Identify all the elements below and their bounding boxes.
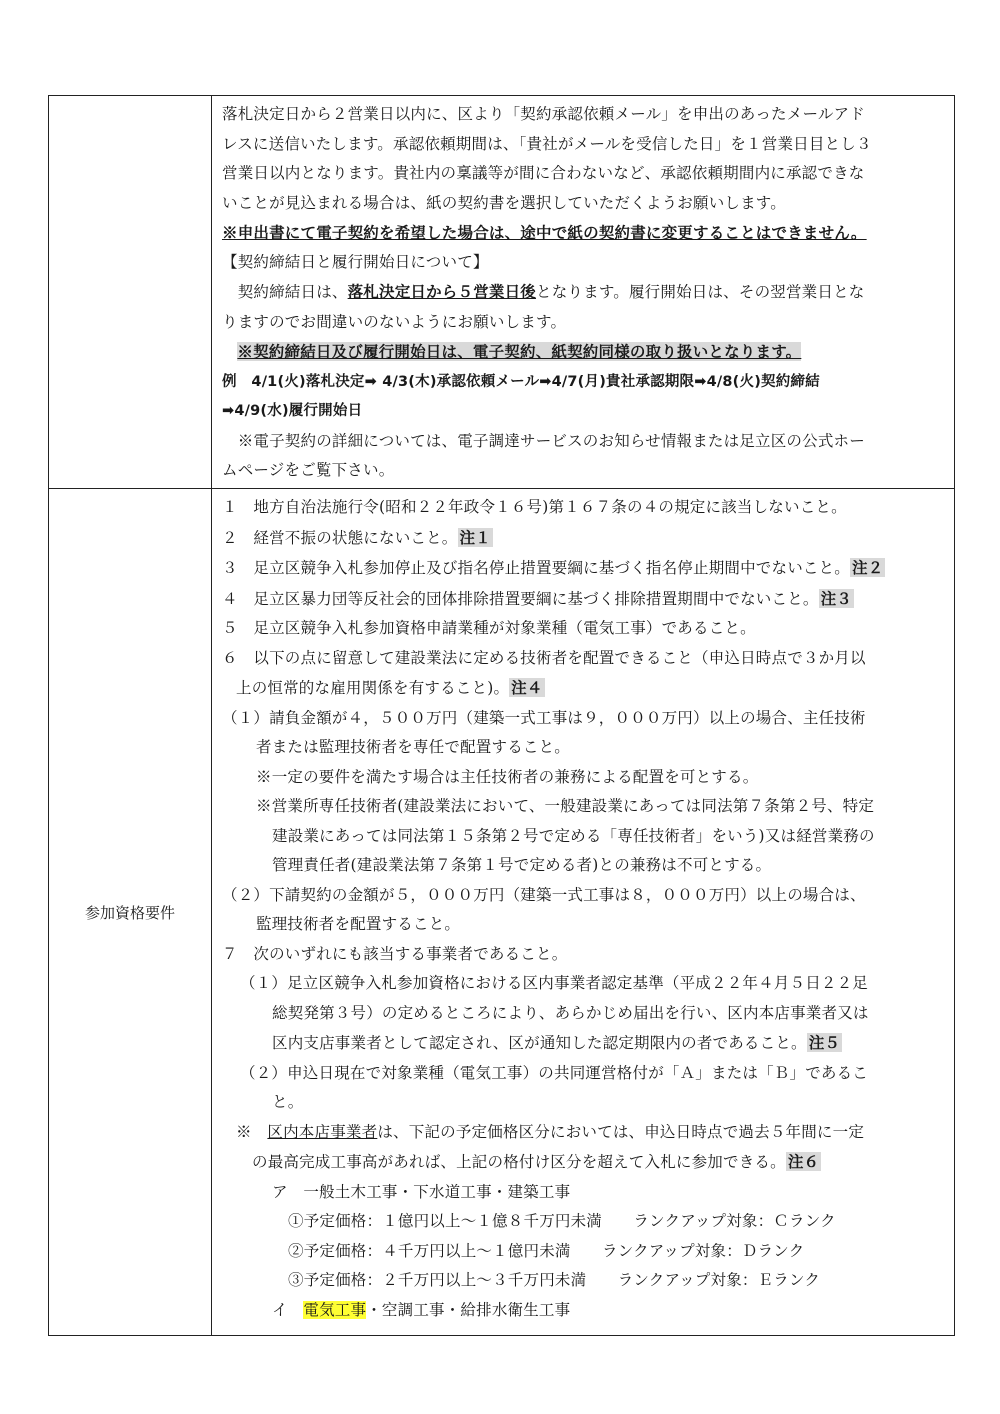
text-span: 区内支店事業者として認定され、区が通知した認定期限内の者であること。 — [272, 1034, 807, 1052]
text-line: りますのでお間違いのないようにお願いします。 — [222, 312, 567, 331]
list-item — [222, 673, 946, 704]
text-span: ３ 足立区競争入札参加停止及び指名停止措置要綱に基づく指名停止期間中でないこと。 — [222, 559, 851, 577]
note-badge: 注５ — [808, 1033, 841, 1052]
list-item: ア 一般土木工事・下水道工事・建築工事 — [272, 1182, 571, 1201]
document-page — [48, 95, 953, 1336]
list-item — [222, 1028, 946, 1059]
text-line: ムページをご覧下さい。 — [222, 461, 395, 479]
list-item — [222, 1118, 946, 1148]
text-span: は、下記の予定価格区分においては、申込日時点で過去５年間に一定 — [377, 1122, 865, 1141]
list-item: ７ 次のいずれにも該当する事業者であること。 — [222, 944, 568, 963]
warning-line: ※申出書にて電子契約を希望した場合は、途中で紙の契約書に変更することはできません。 — [222, 223, 867, 242]
text-span: イ — [272, 1300, 304, 1319]
list-item: ③予定価格：２千万円以上～３千万円未満 ランクアップ対象：Ｅランク — [288, 1271, 821, 1289]
list-item: ②予定価格：４千万円以上～１億円未満 ランクアップ対象：Ｄランク — [288, 1241, 805, 1260]
list-item: （２）下請契約の金額が５，０００万円（建築一式工事は８，０００万円）以上の場合は、 — [222, 885, 866, 904]
list-item: １ 地方自治法施行令(昭和２２年政令１６号)第１６７条の４の規定に該当しないこと。 — [222, 498, 847, 516]
text-span: 契約締結日は、 — [222, 283, 348, 301]
list-item: 監理技術者を配置すること。 — [256, 915, 461, 933]
list-item: （２）申込日現在で対象業種（電気工事）の共同運営格付が「Ａ」または「Ｂ」であるこ — [240, 1063, 869, 1082]
list-item — [222, 584, 946, 615]
text-span: ２ 経営不振の状態にないこと。 — [222, 528, 458, 547]
list-item: 建設業にあっては同法第１５条第２号で定める「専任技術者」をいう)又は経営業務の — [272, 826, 875, 845]
text-span: 上の恒常的な雇用関係を有すること)。 — [236, 679, 510, 697]
list-item: ※営業所専任技術者(建設業法において、一般建設業にあっては同法第７条第２号、特定 — [256, 797, 875, 815]
text-span: ※ — [236, 1122, 268, 1141]
list-item: ６ 以下の点に留意して建設業法に定める技術者を配置できること（申込日時点で３か月以 — [222, 648, 866, 667]
text-line: ※電子契約の詳細については、電子調達サービスのお知らせ情報または足立区の公式ホー — [222, 431, 865, 450]
requirements-table — [48, 95, 955, 1336]
emphasis-text: 区内本店事業者 — [267, 1122, 378, 1141]
list-item: 管理責任者(建設業法第７条第１号で定める者)との兼務は不可とする。 — [272, 856, 772, 874]
list-item: 者または監理技術者を専任で配置すること。 — [256, 738, 571, 756]
section-heading: 【契約締結日と履行開始日について】 — [222, 252, 489, 271]
note-badge: 注３ — [820, 588, 853, 608]
row-label: 参加資格要件 — [49, 489, 212, 1336]
list-item: （１）足立区競争入札参加資格における区内事業者認定基準（平成２２年４月５日２２足 — [240, 974, 869, 992]
list-item — [222, 523, 946, 554]
notice-text: ※契約締結日及び履行開始日は、電子契約、紙契約同様の取り扱いとなります。 — [237, 342, 802, 361]
text-span: ４ 足立区暴力団等反社会的団体排除措置要綱に基づく排除措置期間中でないこと。 — [222, 589, 819, 608]
list-item: ５ 足立区競争入札参加資格申請業種が対象業種（電気工事）であること。 — [222, 619, 756, 637]
table-row — [49, 96, 955, 489]
text-span: ・空調工事・給排水衛生工事 — [366, 1300, 571, 1319]
note-badge: 注２ — [852, 558, 884, 577]
list-item: ①予定価格：１億円以上～１億８千万円未満 ランクアップ対象：Ｃランク — [288, 1212, 836, 1230]
list-item: 総契発第３号）の定めるところにより、あらかじめ届出を行い、区内本店事業者又は — [272, 1003, 869, 1022]
list-item: と。 — [272, 1093, 304, 1111]
notice-line — [222, 337, 946, 368]
example-line: ➡4/9(水)履行開始日 — [222, 403, 363, 419]
text-line: 営業日以内となります。貴社内の稟議等が間に合わないなど、承認依頼期間内に承認できな — [222, 164, 865, 182]
contract-info-cell — [212, 96, 955, 489]
note-badge: 注６ — [787, 1152, 820, 1171]
emphasis-text: 落札決定日から５営業日後 — [347, 282, 537, 301]
row-label-empty — [49, 96, 212, 489]
text-line: レスに送信いたします。承認依頼期間は、「貴社がメールを受信した日」を１営業日目とし３ — [222, 134, 872, 153]
list-item — [222, 1296, 946, 1326]
list-item — [222, 1147, 946, 1178]
qualification-cell — [212, 489, 955, 1336]
list-item: ※一定の要件を満たす場合は主任技術者の兼務による配置を可とする。 — [256, 767, 759, 786]
example-line: 例 4/1(火)落札決定➡ 4/3(木)承認依頼メール➡4/7(月)貴社承認期限➡4/8(火)契約締結 — [222, 373, 820, 390]
note-badge: 注４ — [511, 678, 543, 697]
text-line: いことが見込まれる場合は、紙の契約書を選択していただくようお願いします。 — [222, 193, 786, 212]
highlighted-text: 電気工事 — [303, 1300, 367, 1319]
list-item — [222, 553, 946, 584]
note-badge: 注１ — [459, 527, 491, 547]
text-span: の最高完成工事高があれば、上記の格付け区分を超えて入札に参加できる。 — [252, 1153, 786, 1171]
text-span: となります。履行開始日は、その翌営業日とな — [536, 283, 865, 301]
text-line: 落札決定日から２営業日以内に、区より「契約承認依頼メール」を申出のあったメールアド — [222, 105, 865, 123]
text-line — [222, 277, 946, 308]
table-row — [49, 489, 955, 1336]
list-item: （１）請負金額が４，５００万円（建築一式工事は９，０００万円）以上の場合、主任技術 — [222, 708, 866, 727]
